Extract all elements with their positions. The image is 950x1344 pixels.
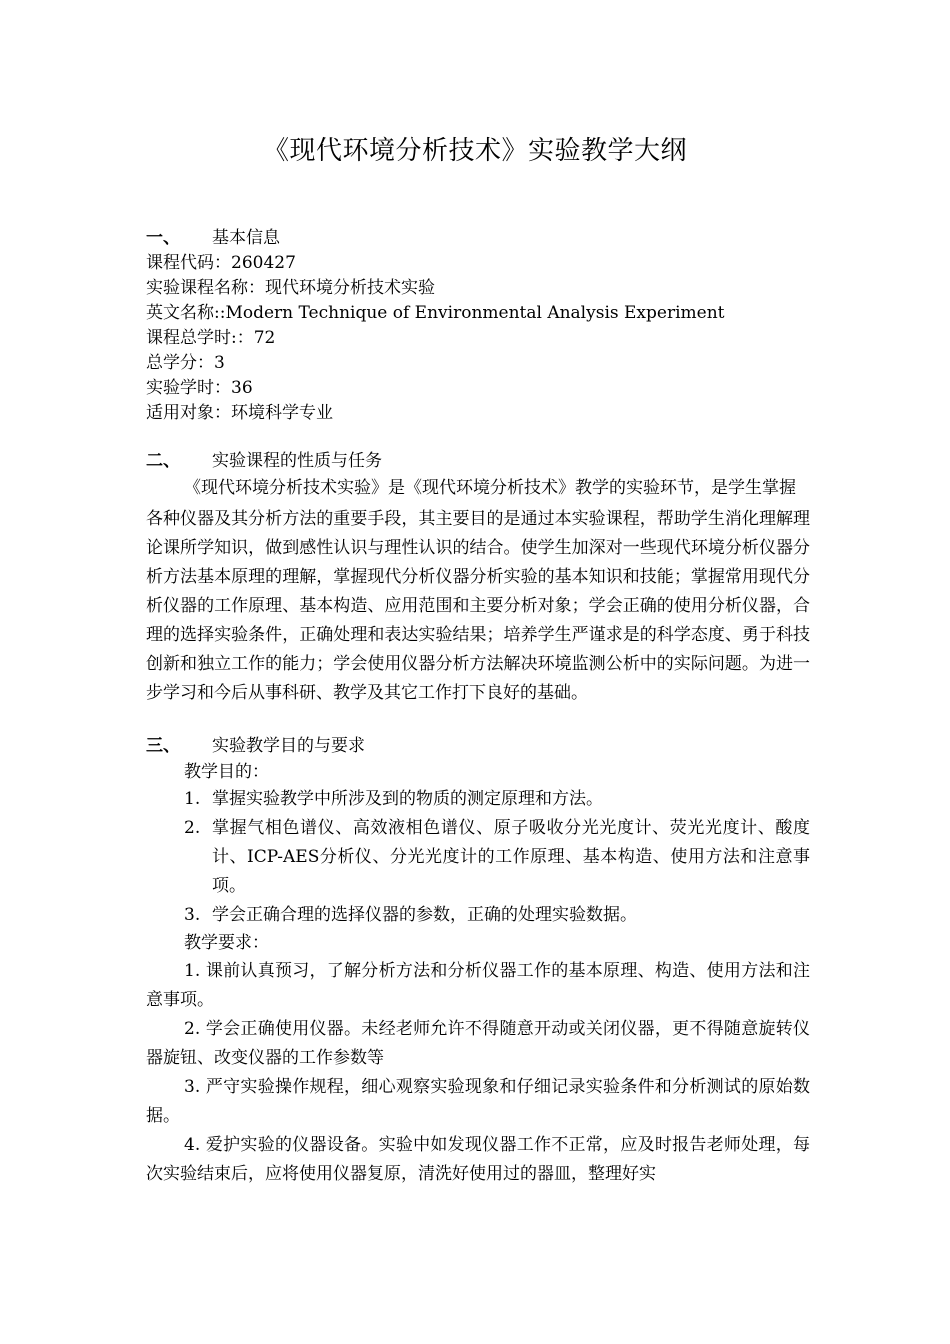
list-item xyxy=(184,785,810,814)
nature-intro-paragraph: 《现代环境分析技术实验》是《现代环境分析技术》教学的实验环节，是学生掌握 xyxy=(184,478,796,498)
course-name-line: 实验课程名称：现代环境分析技术实验 xyxy=(146,278,435,298)
requirement-item: 3. 严守实验操作规程，细心观察实验现象和仔细记录实验条件和分析测试的原始数据。 xyxy=(146,1077,810,1126)
list-item xyxy=(184,901,810,930)
list-item xyxy=(184,814,810,901)
nature-body-paragraph: 各种仪器及其分析方法的重要手段，其主要目的是通过本实验课程，帮助学生消化理解理论课所学知识，做到感性认识与理性认识的结合。使学生加深对一些现代环境分析仪器分析方法基本原理的理解，掌握现代分析仪器分析实验的基本知识和技能；掌握常用现代分析仪器的工作原理、基本构造、应用范围和主要分析对象；学会正确的使用分析仪器，合理的选择实验条件，正确处理和表达实验结果；培养学生严谨求是的科学态度、勇于科技创新和独立工作的能力；学会使用仪器分析方法解决环境监测公析中的实际问题。为进一步学习和今后从事科研、教学及其它工作打下良好的基础。 xyxy=(146,509,810,703)
list-item-text: 掌握实验教学中所涉及到的物质的测定原理和方法。 xyxy=(212,789,603,809)
list-item-text: 学会正确合理的选择仪器的参数，正确的处理实验数据。 xyxy=(212,905,637,925)
section-number: 二、 xyxy=(146,451,180,471)
list-item-number: 3. xyxy=(184,905,201,925)
requirement-item: 1. 课前认真预习，了解分析方法和分析仪器工作的基本原理、构造、使用方法和注意事项。 xyxy=(146,961,810,1010)
section-number: 三、 xyxy=(146,736,180,756)
section-heading-nature-tasks xyxy=(146,449,810,474)
english-name-line: 英文名称::Modern Technique of Environmental Analysis Experiment xyxy=(146,303,725,323)
list-item-text: 掌握气相色谱仪、高效液相色谱仪、原子吸收分光光度计、荧光光度计、酸度计、ICP-AES分析仪、分光光度计的工作原理、基本构造、使用方法和注意事项。 xyxy=(212,818,810,896)
total-credits-line: 总学分：3 xyxy=(146,353,225,373)
section-title: 基本信息 xyxy=(212,228,280,248)
requirement-item: 4. 爱护实验的仪器设备。实验中如发现仪器工作不正常，应及时报告老师处理，每次实验结束后，应将使用仪器复原，清洗好使用过的器皿，整理好实 xyxy=(146,1135,810,1184)
course-code-line: 课程代码：260427 xyxy=(146,253,296,273)
section-number: 一、 xyxy=(146,228,180,248)
audience-line: 适用对象：环境科学专业 xyxy=(146,403,333,423)
purpose-list xyxy=(146,785,810,930)
list-item-number: 2. xyxy=(184,818,201,838)
section-heading-goals-requirements xyxy=(146,734,810,759)
page-title: 《现代环境分析技术》实验教学大纲 xyxy=(262,136,687,166)
lab-hours-line: 实验学时：36 xyxy=(146,378,253,398)
total-hours-line: 课程总学时:：72 xyxy=(146,328,276,348)
section-title: 实验教学目的与要求 xyxy=(212,736,365,756)
section-title: 实验课程的性质与任务 xyxy=(212,451,382,471)
requirement-label: 教学要求： xyxy=(184,933,269,953)
purpose-label: 教学目的： xyxy=(184,762,269,782)
list-item-number: 1. xyxy=(184,789,201,809)
section-heading-basic-info xyxy=(146,226,810,251)
requirement-item: 2. 学会正确使用仪器。未经老师允许不得随意开动或关闭仪器，更不得随意旋转仪器旋钮、改变仪器的工作参数等 xyxy=(146,1019,810,1068)
document-body xyxy=(146,226,810,1189)
